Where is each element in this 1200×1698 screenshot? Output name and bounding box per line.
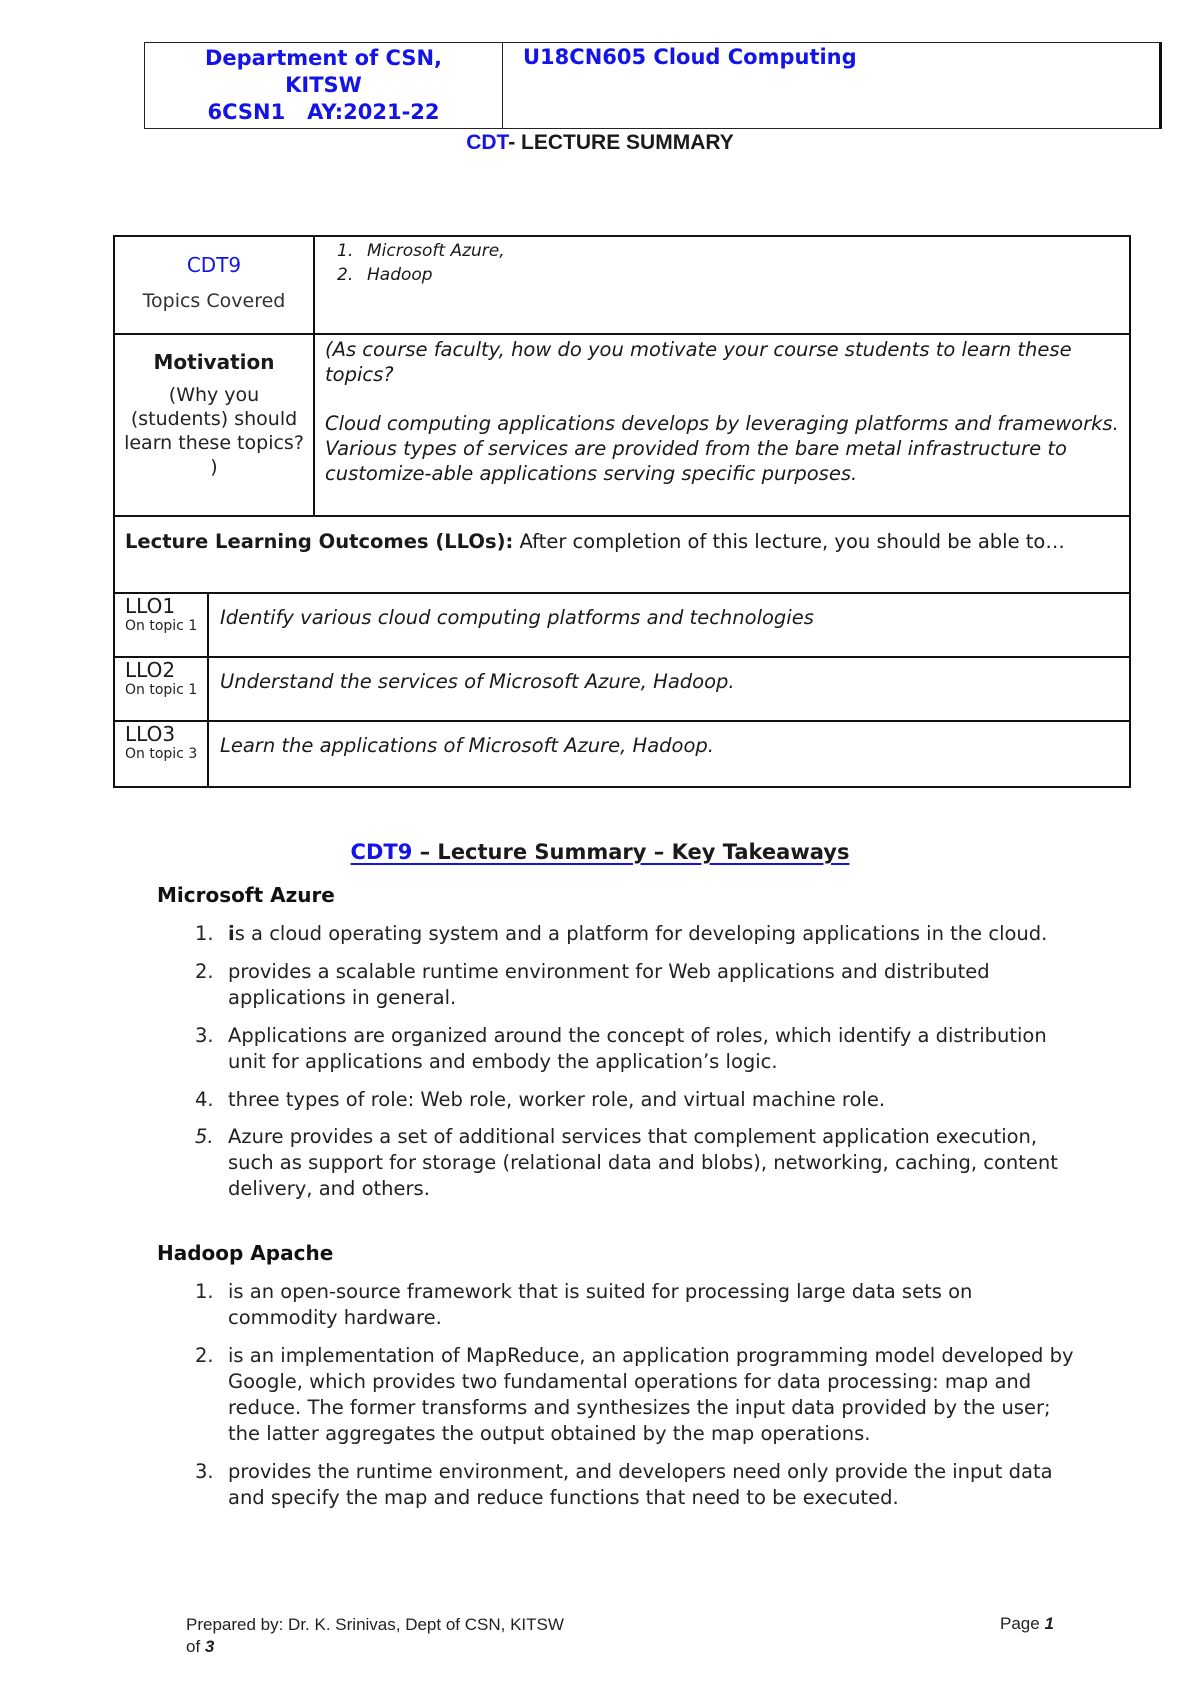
llo-row <box>115 594 1129 658</box>
llo-heading-row <box>115 517 1129 594</box>
list-item: 3. provides the runtime environment, and developers need only provide the input data and specify the map and reduce functions that need to be executed. <box>195 1460 1053 1509</box>
topic-item: 2. Hadoop <box>337 265 433 285</box>
llo-topic: On topic 1 <box>125 682 198 698</box>
list-item: 1. is an open-source framework that is suited for processing large data sets on commodity hardware. <box>195 1280 973 1329</box>
llo-topic: On topic 1 <box>125 618 198 634</box>
course-title: U18CN605 Cloud Computing <box>523 45 857 69</box>
takeaways-title: CDT9 – Lecture Summary – Key Takeaways <box>350 840 850 864</box>
motivation-answer: Cloud computing applications develops by leveraging platforms and frameworks. Various types of services are provided from the bare metal infrastructure to customize-able applications serving specific purposes. <box>325 412 1119 485</box>
department-cell <box>145 43 503 128</box>
llo-heading-text: After completion of this lecture, you should be able to… <box>513 530 1065 553</box>
topics-list-cell <box>315 237 1129 333</box>
topic-item: 1. Microsoft Azure, <box>337 241 505 261</box>
footer-page-number: Page 1 <box>1000 1614 1054 1633</box>
topics-list <box>315 237 1129 287</box>
footer-prepared-by: Prepared by: Dr. K. Srinivas, Dept of CSN, KITSW of 3 <box>186 1615 564 1656</box>
llo-topic: On topic 3 <box>125 746 198 762</box>
topics-label-cell <box>115 237 315 333</box>
azure-takeaways-list <box>195 921 1075 1214</box>
course-cell <box>503 43 1159 128</box>
list-item: 5. Azure provides a set of additional services that complement application execution, such as support for storage (relational data and blobs), networking, caching, content delivery, and others. <box>195 1125 1058 1200</box>
list-item: 1. is a cloud operating system and a platform for developing applications in the cloud. <box>195 922 1048 945</box>
motivation-content-cell <box>315 335 1129 515</box>
list-item: 2. is an implementation of MapReduce, an application programming model developed by Google, which provides two fundamental operations for data processing: map and reduce. The former transforms and synthesizes the input data provided by the user; the latter aggregates the output obtained by the map operations. <box>195 1344 1074 1445</box>
list-item: 4. three types of role: Web role, worker role, and virtual machine role. <box>195 1088 886 1111</box>
list-item: 3. Applications are organized around the concept of roles, which identify a distribution unit for applications and embody the application’s logic. <box>195 1024 1047 1073</box>
llo-id-cell <box>115 722 209 786</box>
section-heading-hadoop: Hadoop Apache <box>157 1241 334 1265</box>
llo-id-cell <box>115 658 209 720</box>
llo-id: LLO3 <box>125 722 176 746</box>
llo-row <box>115 658 1129 722</box>
subtitle-text: - LECTURE SUMMARY <box>508 131 734 154</box>
topics-row <box>115 237 1129 335</box>
motivation-subtext: (Why you (students) should learn these topics? ) <box>124 384 304 478</box>
llo-text: Learn the applications of Microsoft Azure, Hadoop. <box>220 734 714 757</box>
llo-row <box>115 722 1129 786</box>
list-item: 2. provides a scalable runtime environment for Web applications and distributed applications in general. <box>195 960 990 1009</box>
institute-name: KITSW <box>285 73 362 97</box>
motivation-question: (As course faculty, how do you motivate your course students to learn these topics? <box>325 338 1072 386</box>
hadoop-takeaways-list <box>195 1279 1075 1523</box>
motivation-label-cell <box>115 335 315 515</box>
llo-id: LLO1 <box>125 594 176 618</box>
llo-heading-bold: Lecture Learning Outcomes (LLOs): <box>125 530 514 553</box>
subtitle-accent: CDT <box>466 131 509 154</box>
lecture-code: CDT9 <box>186 253 242 277</box>
llo-text: Understand the services of Microsoft Azure, Hadoop. <box>220 670 735 693</box>
class-year: 6CSN1 AY:2021-22 <box>207 100 440 124</box>
takeaways-title-link[interactable]: CDT9 <box>350 840 413 864</box>
llo-id: LLO2 <box>125 658 176 682</box>
document-subtitle <box>0 131 1200 155</box>
department-name: Department of CSN, <box>204 46 443 70</box>
lecture-table <box>113 235 1131 788</box>
topics-covered-label: Topics Covered <box>142 290 286 312</box>
footer-page-total: of 3 <box>186 1637 215 1656</box>
motivation-heading: Motivation <box>153 350 275 374</box>
llo-text: Identify various cloud computing platforms and technologies <box>220 606 814 629</box>
header-box <box>144 42 1162 129</box>
section-heading-azure: Microsoft Azure <box>157 883 335 907</box>
llo-id-cell <box>115 594 209 656</box>
motivation-row <box>115 335 1129 517</box>
